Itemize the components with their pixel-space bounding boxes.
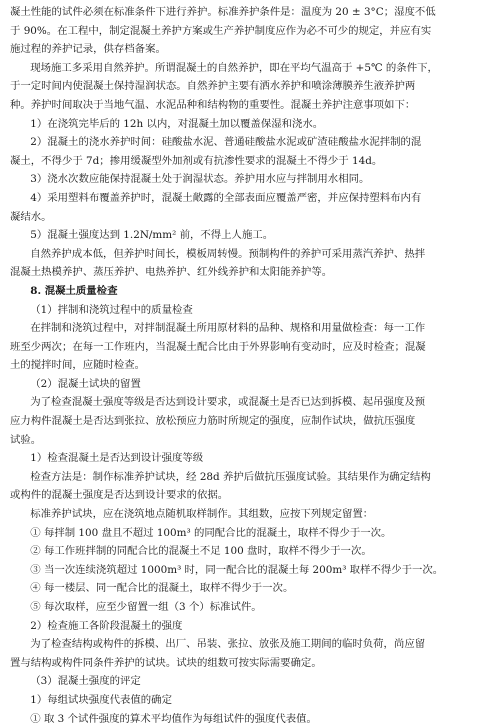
text-line: （3）混凝土强度的评定 (30, 675, 141, 688)
text-line: 应力构件混凝土是否达到张拉、放松预应力筋时所规定的强度，应制作试块，做抗压强度 (10, 415, 416, 428)
text-line: 1）每组试块强度代表值的确定 (30, 693, 172, 706)
text-line: 在拌制和浇筑过程中，对拌制混凝土所用原材料的品种、规格和用量做检查：每一工作 (30, 322, 426, 335)
text-line: ③ 当一次连续浇筑超过 1000m³ 时，同一配合比的混凝土每 200m³ 取样不得少于一次。 (30, 563, 444, 576)
text-line: 1）在浇筑完毕后的 12h 以内，对混凝土加以覆盖保湿和浇水。 (30, 117, 324, 130)
text-line: 5）混凝土强度达到 1.2N/mm² 前，不得上人施工。 (30, 229, 274, 242)
text-line: 于一定时间内使混凝土保持湿润状态。自然养护主要有洒水养护和喷涂薄膜养生液养护两 (10, 80, 416, 93)
text-line: 现场施工多采用自然养护。所谓混凝土的自然养护，即在平均气温高于 +5℃ 的条件下， (30, 61, 438, 74)
text-line: 检查方法是：制作标准养护试块，经 28d 养护后做抗压强度试验。其结果作为确定结构 (30, 470, 431, 483)
text-line: ① 每拌制 100 盘且不超过 100m³ 的同配合比的混凝土，取样不得少于一次。 (30, 526, 392, 539)
text-line: 置与结构或构件同条件养护的试块。试块的组数可按实际需要确定。 (10, 656, 322, 669)
text-line: ② 每工作班拌制的同配合比的混凝土不足 100 盘时，取样不得少于一次。 (30, 545, 372, 558)
text-line: 班至少两次；在每一工作班内，当混凝土配合比由于外界影响有变动时，应及时检查；混凝 (10, 340, 426, 353)
text-line: 种。养护时间取决于当地气温、水泥品种和结构物的重要性。混凝土养护注意事项如下： (10, 98, 416, 111)
text-line: 施过程的养护记录，供存档备案。 (10, 43, 166, 56)
text-line: 于 90%。在工程中，制定混凝土养护方案或生产养护制度应作为必不可少的规定，并应有实 (10, 24, 432, 37)
text-line: 2）混凝土的浇水养护时间：硅酸盐水泥、普通硅酸盐水泥或矿渣硅酸盐水泥拌制的混 (30, 136, 422, 149)
text-line: 凝土性能的试件必须在标准条件下进行养护。标准养护条件是：温度为 20 ± 3°C；湿度不低 (10, 6, 436, 18)
text-line: 凝结水。 (10, 210, 52, 223)
text-line: ⑤ 每次取样，应至少留置一组（3 个）标准试件。 (30, 601, 262, 613)
text-line: 2）检查施工各阶段混凝土的强度 (30, 619, 183, 632)
text-line: 标准养护试块，应在浇筑地点随机取样制作。其组数，应按下列规定留置： (30, 508, 374, 521)
section-heading: 8. 混凝土质量检查 (30, 284, 118, 297)
text-line: 自然养护成本低，但养护时间长，模板周转慢。预制构件的养护可采用蒸汽养护、热拌 (30, 247, 426, 260)
text-line: （2）混凝土试块的留置 (30, 377, 141, 390)
text-line: 试验。 (10, 433, 42, 446)
text-line: （1）拌制和浇筑过程中的质量检查 (30, 303, 193, 316)
text-line: 为了检查结构或构件的拆模、出厂、吊装、张拉、放张及施工期间的临时负荷，尚应留 (30, 638, 426, 651)
text-line: 土的搅拌时间，应随时检查。 (10, 359, 146, 372)
text-line: ① 取 3 个试件强度的算术平均值作为每组试件的强度代表值。 (30, 712, 317, 725)
text-line: 凝土，不得少于 7d；掺用缓凝型外加剂或有抗渗性要求的混凝土不得少于 14d。 (10, 154, 383, 167)
text-line: 1）检查混凝土是否达到设计强度等级 (30, 452, 204, 465)
text-line: 4）采用塑料布覆盖养护时，混凝土敞露的全部表面应覆盖严密，并应保持塑料布内有 (30, 191, 422, 204)
text-line: ④ 每一楼层、同一配合比的混凝土，取样不得少于一次。 (30, 582, 294, 595)
text-line: 或构件的混凝土强度是否达到设计要求的依据。 (10, 489, 229, 502)
text-line: 混凝土热模养护、蒸压养护、电热养护、红外线养护和太阳能养护等。 (10, 266, 333, 279)
text-line: 3）浇水次数应能保持混凝土处于润湿状态。养护用水应与拌制用水相同。 (30, 173, 370, 186)
text-line: 为了检查混凝土强度等级是否达到设计要求，或混凝土是否已达到拆模、起吊强度及预 (30, 396, 426, 409)
